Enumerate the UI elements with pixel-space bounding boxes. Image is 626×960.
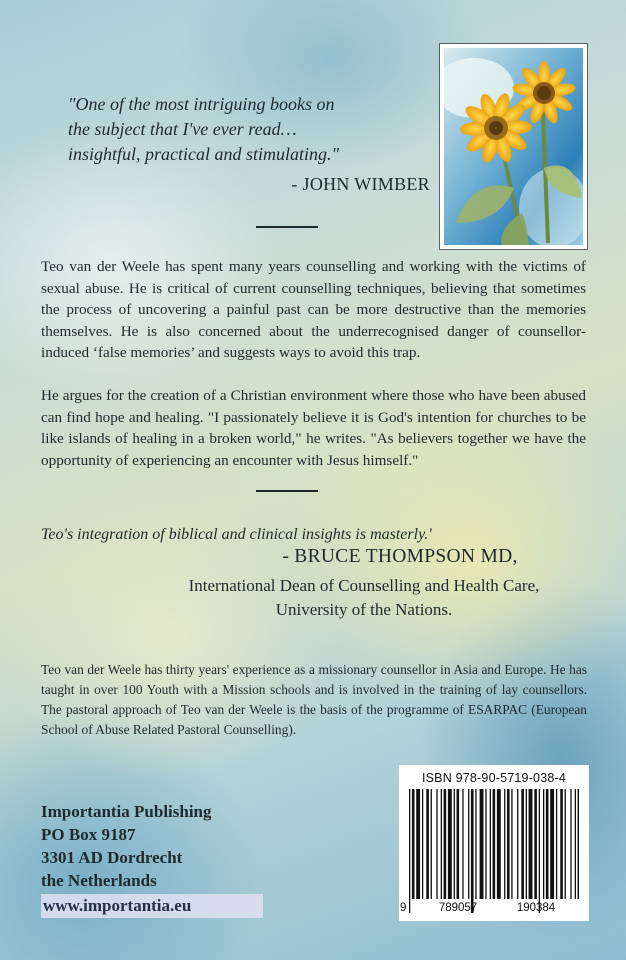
- publisher-city: 3301 AD Dordrecht: [41, 848, 183, 867]
- barcode-bar: [511, 789, 512, 899]
- endorsement-role: [150, 574, 578, 622]
- barcode-bar: [570, 789, 571, 899]
- cover-painting: [440, 44, 587, 249]
- endorsement-line: insightful, practical and stimulating.": [68, 144, 340, 164]
- barcode-bar: [471, 789, 474, 913]
- endorsement-line: the subject that I've ever read…: [68, 119, 297, 139]
- barcode-left-group: 789057: [438, 902, 478, 914]
- barcode-bar: [454, 789, 455, 899]
- barcode-bar: [556, 789, 557, 899]
- isbn-label: ISBN 978-90-5719-038-4: [421, 771, 567, 785]
- barcode-bar: [412, 789, 415, 899]
- endorsement-role-line: University of the Nations.: [275, 600, 453, 619]
- barcode-bar: [546, 789, 549, 899]
- barcode-bar: [431, 789, 432, 899]
- barcode-bar: [507, 789, 510, 899]
- barcode-bar: [490, 789, 491, 899]
- publisher-website-link[interactable]: [41, 894, 263, 918]
- barcode-bar: [529, 789, 533, 899]
- barcode-bar: [560, 789, 563, 899]
- publisher-po-box: PO Box 9187: [41, 825, 136, 844]
- section-divider: [256, 226, 318, 228]
- endorsement-quote-2: Teo's integration of biblical and clinical insights is masterly.': [41, 526, 432, 543]
- barcode-bar: [543, 789, 544, 899]
- barcode-bar: [468, 789, 469, 899]
- publisher-website[interactable]: www.importantia.eu: [43, 896, 192, 915]
- barcode-bar: [493, 789, 496, 899]
- publisher-name: Importantia Publishing: [41, 802, 212, 821]
- endorsement-quote-1: [68, 92, 428, 167]
- endorsement-line: "One of the most intriguing books on: [68, 94, 335, 114]
- barcode-bar: [426, 789, 429, 899]
- publisher-address: [41, 800, 301, 892]
- endorsement-attribution-2: - BRUCE THOMPSON MD,: [282, 546, 518, 567]
- barcode-bar: [550, 789, 554, 899]
- barcode-bar: [409, 789, 410, 913]
- barcode-bar: [436, 789, 437, 899]
- barcode-bar: [526, 789, 527, 899]
- barcode-bar: [539, 789, 540, 913]
- barcode-bar: [416, 789, 420, 899]
- barcode-bar: [534, 789, 537, 899]
- barcode-bar: [462, 789, 463, 899]
- author-bio: Teo van der Weele has thirty years' experience as a missionary counsellor in Asia and Europe. He has taught in over 100 Youth with a Mission schools and is involved in the training of lay counsellors. The pastoral approach of Teo van der Weele is the basis of the programme of ESARPAC (European School of Abuse Related Pastoral Counselling).: [41, 662, 587, 737]
- isbn-barcode: [399, 765, 589, 921]
- barcode-bar: [457, 789, 460, 899]
- sunflower-painting-icon: [444, 48, 583, 245]
- barcode-bar: [565, 789, 566, 899]
- barcode-bar: [497, 789, 501, 899]
- barcode-bar: [517, 789, 518, 899]
- barcode-bar: [444, 789, 447, 899]
- endorsement-role-line: International Dean of Counselling and Health Care,: [188, 576, 540, 595]
- barcode-first-digit: 9: [400, 902, 407, 914]
- section-divider: [256, 490, 318, 492]
- barcode-bar: [485, 789, 486, 899]
- barcode-icon: [409, 789, 579, 913]
- barcode-bar: [578, 789, 579, 899]
- barcode-bar: [504, 789, 505, 899]
- endorsement-attribution-1: - JOHN WIMBER: [291, 174, 430, 194]
- barcode-bar: [480, 789, 484, 899]
- description-paragraph-2: He argues for the creation of a Christian environment where those who have been abused can find hope and healing. "I passionately believe it is God's intention for churches to be like islands of healing in a broken world," he writes. "As believers together we have the opportunity of experiencing an encounter with Jesus himself.": [41, 387, 586, 469]
- barcode-bar: [422, 789, 423, 899]
- barcode-bar: [475, 789, 476, 899]
- description-paragraph-1: Teo van der Weele has spent many years counselling and working with the victims of sexual abuse. He is critical of current counselling techniques, believing that sometimes the process of uncovering a painful past can be more destructive than the memories themselves. He is also concerned about the underrecognised danger of counsellor-induced ‘false memories’ and suggests ways to avoid this trap.: [41, 258, 586, 361]
- barcode-bar: [575, 789, 576, 899]
- barcode-bar: [521, 789, 524, 899]
- barcode-bar: [441, 789, 442, 899]
- publisher-country: the Netherlands: [41, 871, 157, 890]
- barcode-bar: [448, 789, 452, 899]
- barcode-right-group: 190384: [516, 902, 556, 914]
